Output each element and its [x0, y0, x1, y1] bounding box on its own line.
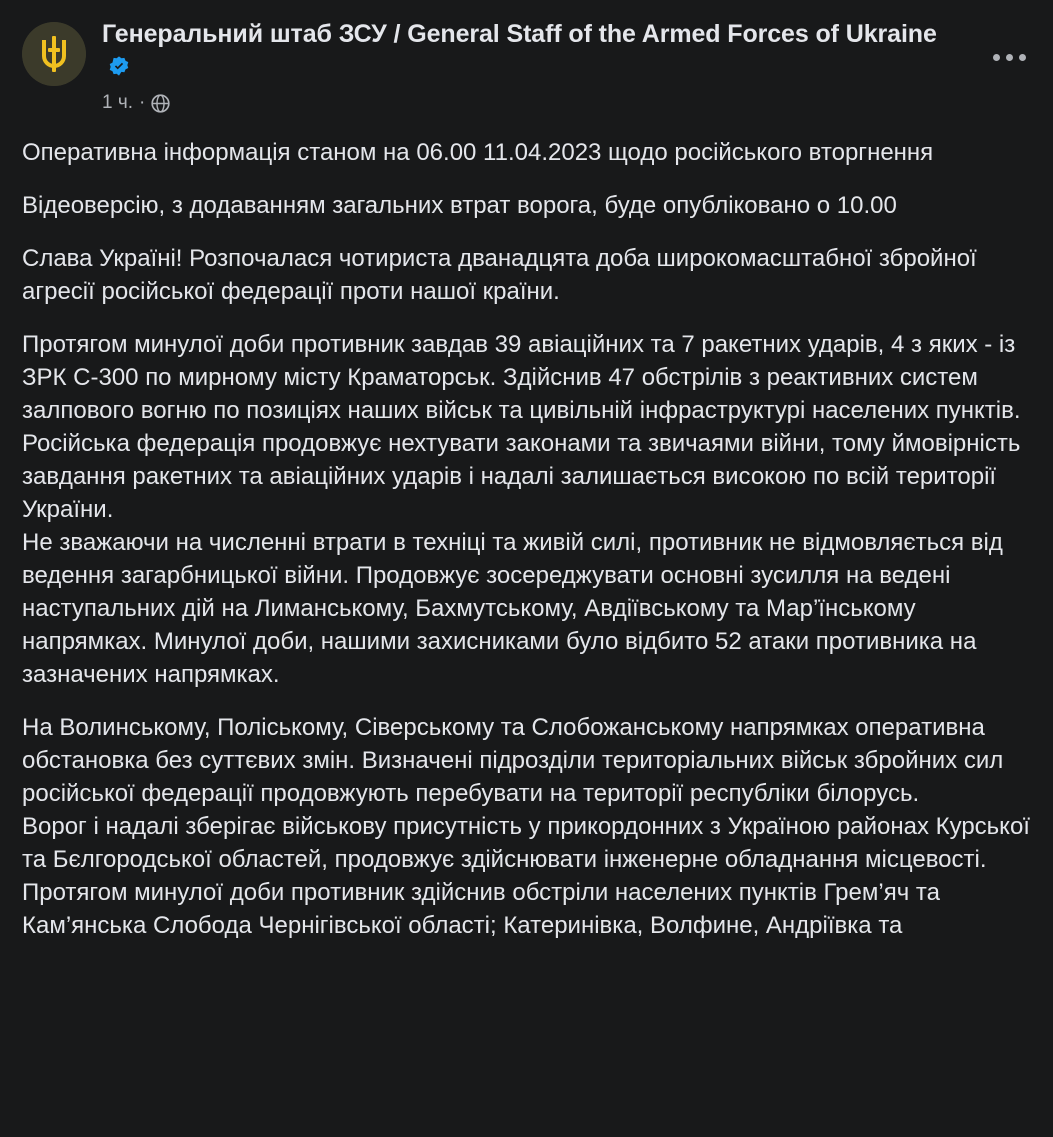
post-paragraph: Оперативна інформація станом на 06.00 11.04.2023 щодо російського вторгнення — [22, 139, 934, 166]
post-timestamp[interactable]: 1 ч. — [102, 92, 134, 113]
more-options-icon[interactable] — [987, 42, 1031, 72]
post-body — [22, 136, 1037, 942]
meta-separator: · — [139, 92, 146, 113]
page-name[interactable] — [102, 18, 961, 85]
post-paragraph: Протягом минулої доби противник завдав 39 авіаційних та 7 ракетних ударів, 4 з яких - із ЗРК С-300 по мирному місту Краматорськ. Здійснив 47 обстрілів з реактивних систем залпового вогню по позиціях наших військ та цивільній інфраструктурі населених пунктів. — [22, 331, 1022, 424]
post-header-text — [102, 18, 1031, 114]
post-meta — [102, 92, 961, 114]
post-paragraph: Відеоверсію, з додаванням загальних втрат ворога, буде опубліковано о 10.00 — [22, 192, 897, 219]
post-paragraph: Слава Україні! Розпочалася чотириста дванадцята доба широкомасштабної збройної агресії російської федерації проти нашої країни. — [22, 245, 984, 305]
post-paragraph: Російська федерація продовжує нехтувати законами та звичаями війни, тому ймовірність завдання ракетних та авіаційних ударів і надалі залишається високою по всій території України. — [22, 430, 1028, 523]
verified-badge-icon — [108, 53, 130, 85]
post-paragraph: Не зважаючи на численні втрати в техніці та живій силі, противник не відмовляється від ведення загарбницької війни. Продовжує зосереджувати основні зусилля на ведені наступальних дій на Лиманському, Бахмутському, Авдіївському та Мар’їнському напрямках. Минулої доби, нашими захисниками було відбито 52 атаки противника на зазначених напрямках. — [22, 529, 1010, 688]
post-paragraph: На Волинському, Поліському, Сіверському та Слобожанському напрямках оперативна обстановка без суттєвих змін. Визначені підрозділи територіальних військ збройних сил російської федерації продовжують перебувати на території республіки білорусь. — [22, 714, 1010, 807]
globe-icon[interactable] — [151, 94, 170, 113]
post-paragraph: Протягом минулої доби противник здійснив обстріли населених пунктів Грем’яч та Кам’янська Слобода Чернігівської області; Катеринівка, Волфине, Андріївка та — [22, 879, 947, 939]
post-header — [22, 18, 1031, 114]
more-dot — [993, 54, 1000, 61]
avatar[interactable] — [22, 22, 86, 86]
more-dot — [1019, 54, 1026, 61]
trident-emblem-icon — [22, 22, 86, 86]
more-dot — [1006, 54, 1013, 61]
page-name-text: Генеральний штаб ЗСУ / General Staff of the Armed Forces of Ukraine — [102, 20, 937, 48]
post-paragraph: Ворог і надалі зберігає військову присутність у прикордонних з Україною районах Курської та Бєлгородської областей, продовжує здійснювати інженерне обладнання місцевості. — [22, 813, 1037, 873]
